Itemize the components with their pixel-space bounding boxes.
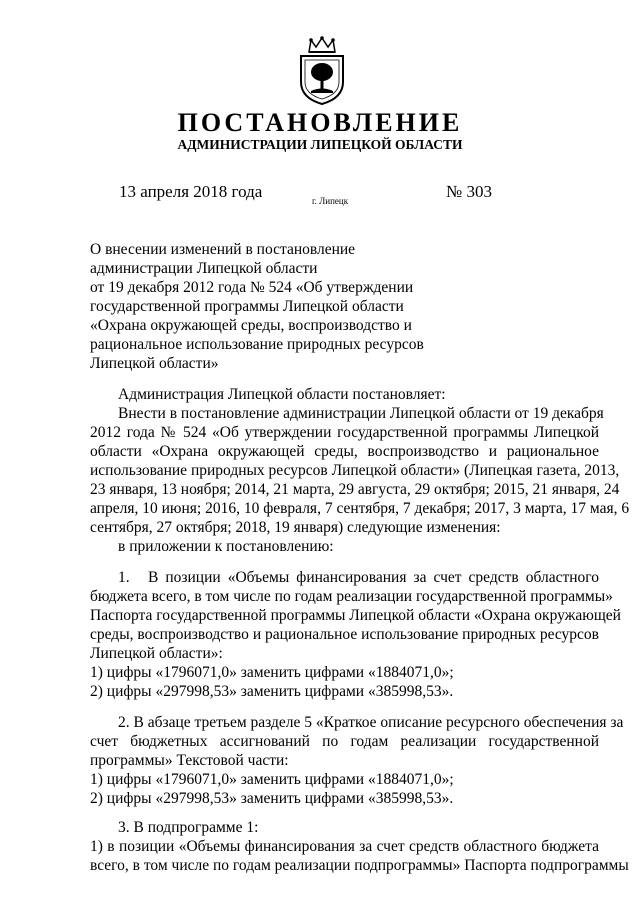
subject-line: «Охрана окружающей среды, воспроизводство и xyxy=(90,317,412,334)
item-3-line: 1) в позиции «Объемы финансирования за счет средств областного бюджета xyxy=(90,838,599,855)
subject-line: рациональное использование природных ресурсов xyxy=(90,336,424,353)
item-1-line: среды, воспроизводство и рациональное использование природных ресурсов xyxy=(90,626,599,643)
intro-line: использование природных ресурсов Липецкой области» (Липецкая газета, 2013, xyxy=(90,462,620,479)
intro-line: 2012 года № 524 «Об утверждении государственной программы Липецкой xyxy=(90,424,599,441)
intro-line: в приложении к постановлению: xyxy=(118,538,334,555)
item-1-line: В позиции «Объемы финансирования за счет средств областного xyxy=(148,569,599,586)
subject-line: государственной программы Липецкой области xyxy=(90,298,404,315)
item-2-line: счет бюджетных ассигнований по годам реализации государственной xyxy=(90,733,599,750)
coat-of-arms-icon xyxy=(295,36,349,106)
subject-line: администрации Липецкой области xyxy=(90,260,318,277)
item-1-marker: 1. xyxy=(118,569,130,586)
item-3-heading: 3. В подпрограмме 1: xyxy=(118,819,259,836)
subject-line: О внесении изменений в постановление xyxy=(90,241,356,258)
document-title: ПОСТАНОВЛЕНИЕ xyxy=(177,108,463,137)
item-1-line: Паспорта государственной программы Липецкой области «Охрана окружающей xyxy=(90,607,621,624)
document-number: № 303 xyxy=(446,182,492,201)
intro-line: 23 января, 13 ноября; 2014, 21 марта, 29 августа, 29 октября; 2015, 21 января, 24 xyxy=(90,481,620,498)
intro-line: сентября, 27 октября; 2018, 19 января) следующие изменения: xyxy=(90,519,501,536)
subject-line: от 19 декабря 2012 года № 524 «Об утверждении xyxy=(90,279,414,296)
item-1-line: Липецкой области»: xyxy=(90,645,223,662)
item-2-sub: 1) цифры «1796071,0» заменить цифрами «1884071,0»; xyxy=(90,771,454,788)
document-subtitle: АДМИНИСТРАЦИИ ЛИПЕЦКОЙ ОБЛАСТИ xyxy=(177,137,463,152)
document-city: г. Липецк xyxy=(312,196,349,206)
item-1-sub: 2) цифры «297998,53» заменить цифрами «385998,53». xyxy=(90,683,454,700)
item-1-sub: 1) цифры «1796071,0» заменить цифрами «1884071,0»; xyxy=(90,664,454,681)
intro-line: области «Охрана окружающей среды, воспроизводство и рациональное xyxy=(90,443,599,460)
subject-line: Липецкой области» xyxy=(90,355,219,372)
item-2-line: программы» Текстовой части: xyxy=(90,752,289,769)
item-1-line: бюджета всего, в том числе по годам реализации государственной программы» xyxy=(90,588,613,605)
document-date: 13 апреля 2018 года xyxy=(119,182,263,201)
intro-line: Внести в постановление администрации Липецкой области от 19 декабря xyxy=(118,405,604,422)
intro-line: апреля, 10 июня; 2016, 10 февраля, 7 сентября, 7 декабря; 2017, 3 марта, 17 мая, 6 xyxy=(90,500,630,517)
item-2-line: 2. В абзаце третьем разделе 5 «Краткое описание ресурсного обеспечения за xyxy=(118,714,624,731)
item-3-line: всего, в том числе по годам реализации подпрограммы» Паспорта подпрограммы xyxy=(90,857,629,874)
resolution-statement: Администрация Липецкой области постановляет: xyxy=(118,386,446,403)
item-2-sub: 2) цифры «297998,53» заменить цифрами «385998,53». xyxy=(90,790,454,807)
